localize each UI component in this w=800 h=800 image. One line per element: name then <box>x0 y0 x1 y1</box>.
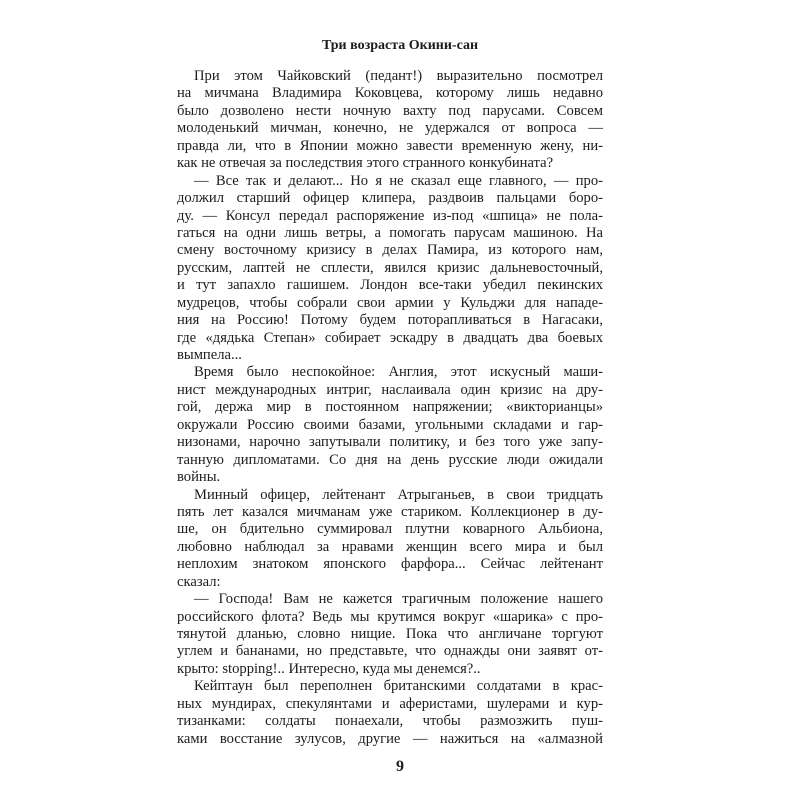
text-line: Время было неспокойное: Англия, этот искусный маши- <box>194 364 603 381</box>
text-line: русским, лаптей не сплести, явился кризис дальневосточный, <box>177 259 603 276</box>
running-title: Три возраста Окини-сан <box>321 38 479 53</box>
text-line: вымпела... <box>177 347 242 363</box>
text-line: крыто: stopping!.. Интересно, куда мы денемся?.. <box>177 660 481 677</box>
text-line: Минный офицер, лейтенант Атрыганьев, в свои тридцать <box>194 486 603 503</box>
paragraph <box>177 173 603 365</box>
text-line: Кейптаун был переполнен британскими солдатами в крас- <box>194 678 603 695</box>
paragraph <box>177 364 603 486</box>
paragraph <box>177 68 603 173</box>
text-line: ками восстание зулусов, другие — нажиться на «алмазной <box>177 730 603 747</box>
text-line: — Господа! Вам не кажется трагичным положение нашего <box>194 591 603 608</box>
text-line: как не отвечая за последствия этого странного конкубината? <box>177 155 554 172</box>
text-line: российского флота? Ведь мы крутимся вокруг «шарика» с про- <box>177 608 603 625</box>
text-line: мудрецов, чтобы собрали свои армии у Кульджи для нападе- <box>177 294 603 311</box>
text-line: ше, он бдительно суммировал плутни коварного Альбиона, <box>177 521 603 538</box>
text-line: сказал: <box>177 573 221 590</box>
text-line: ду. — Консул передал распоряжение из-под «шпица» не пола- <box>177 207 603 224</box>
text-line: правда ли, что в Японии можно завести временную жену, ни- <box>177 137 603 154</box>
text-line: низонами, нарочно запутывали политику, и без того уже запу- <box>177 434 603 451</box>
text-line: смену восточному кризису в делах Памира, из которого нам, <box>177 242 603 259</box>
text-line: углем и бананами, но представьте, что однажды они заявят от- <box>177 643 603 660</box>
text-line: молоденький мичман, конечно, не удержался от вопроса — <box>177 120 603 137</box>
text-line: любовно наблюдал за нравами женщин всего мира и был <box>177 538 603 555</box>
text-line: ния на Россию! Потому будем поторапливаться в Нагасаки, <box>177 312 603 329</box>
text-line: гаться на одни лишь ветры, а помогать парусам машиною. На <box>177 224 603 241</box>
text-line: — Все так и делают... Но я не сказал еще главного, — про- <box>194 172 603 189</box>
text-line: пять лет казался мичманам уже стариком. Коллекционер в ду- <box>177 503 603 520</box>
body-text <box>177 68 603 748</box>
page-number: 9 <box>396 758 404 775</box>
text-line: окружали Россию своими базами, угольными складами и гар- <box>177 416 603 433</box>
text-line: гой, держа мир в постоянном напряжении; «викторианцы» <box>177 399 603 416</box>
text-line: войны. <box>177 469 221 486</box>
text-line: тянутой дланью, словно нищие. Пока что англичане торгуют <box>177 626 603 642</box>
text-line: должил старший офицер клипера, раздвоив пальцами боро- <box>177 190 603 207</box>
text-line: неплохим знатоком японского фарфора... Сейчас лейтенант <box>177 556 603 573</box>
text-line: ных мундирах, спекулянтами и аферистами, шулерами и кур- <box>177 695 603 712</box>
text-line: нист международных интриг, наслаивала один кризис на дру- <box>177 381 603 398</box>
text-line: тизанками: солдаты понаехали, чтобы размозжить пуш- <box>177 713 603 730</box>
paragraph <box>177 591 603 678</box>
text-line: где «дядька Степан» собирает эскадру в двадцать два боевых <box>177 329 603 346</box>
text-line: на мичмана Владимира Коковцева, которому лишь недавно <box>177 85 603 102</box>
text-line: было дозволено нести ночную вахту под парусами. Совсем <box>177 102 603 119</box>
text-line: При этом Чайковский (педант!) выразительно посмотрел <box>194 68 603 84</box>
paragraph <box>177 487 603 592</box>
paragraph <box>177 678 603 748</box>
text-line: танную дипломатами. Со дня на день русские люди ожидали <box>177 451 603 468</box>
text-line: и тут запахло гашишем. Лондон все-таки убедил пекинских <box>177 277 603 294</box>
